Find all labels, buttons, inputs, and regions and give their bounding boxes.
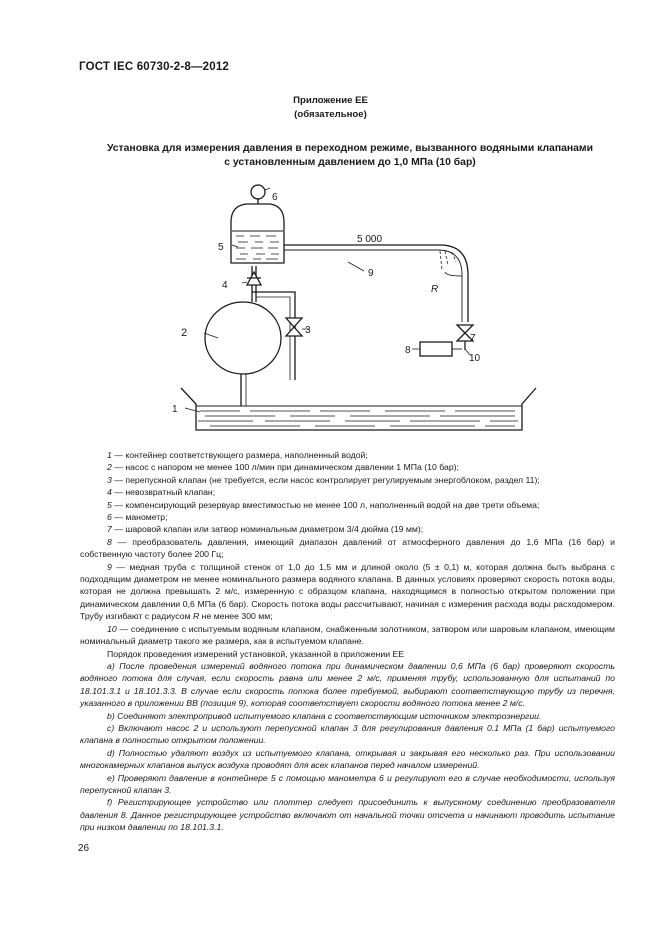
label-6: 6 <box>272 192 278 203</box>
check-valve <box>247 272 261 285</box>
procedure-step-b: b) Соединяют электропривод испытуемого клапана с соответствующим источником электроэнергии. <box>107 710 542 721</box>
legend-item: 8 — преобразователь давления, имеющий диапазон давлений от атмосферного давления до 1,6 МПа (16 бар) и собственную частоту более 200 Гц; <box>80 536 615 560</box>
procedure-step-a: а) После проведения измерений водяного потока при динамическом давлении 0,6 МПа (6 бар) проверяют скорость водяного потока для случая, если скорость равна или менее 2 м/с, применяя трубу, использованную для испытаний по 18.101.3.1 и 18.101.3.3. В случае если скорость потока более требуемой, выбирают соответствующую трубу из перечня, указанного в приложении ВВ (позиция 9), которая соответствует скорости водяного потока менее 2 м/с. <box>80 660 615 709</box>
figure-title <box>70 142 630 170</box>
label-3: 3 <box>305 325 311 336</box>
procedure-step-c: c) Включают насос 2 и используют перепускной клапан 3 для регулирования давления 0.1 МПа (1 бар) испытуемого клапана в полностью открытом положении. <box>80 722 615 746</box>
procedure-step-f: f) Регистрирующее устройство или плоттер следует присоединить к выпускному соединению преобразователя давления 8. Данное регистрирующее устройство включают от начальной точки отсчета и начинают проводить испытание при низком давлении по 18.101.3.1. <box>80 797 615 833</box>
label-9: 9 <box>368 268 374 279</box>
legend-item: 1 — контейнер соответствующего размера, наполненный водой; <box>107 450 368 460</box>
body-text <box>80 449 615 834</box>
pump <box>205 302 281 374</box>
legend-item: 3 — перепускной клапан (не требуется, если насос контролирует регулируемым энергоблоком, раздел 11); <box>107 474 540 485</box>
page-number: 26 <box>78 843 90 854</box>
legend-item: 2 — насос с напором не менее 100 л/мин при динамическом давлении 1 МПа (10 бар); <box>107 462 459 473</box>
test-setup-diagram <box>0 175 661 443</box>
legend-item: 6 — манометр; <box>107 512 168 523</box>
label-1: 1 <box>172 404 178 415</box>
legend-item: 9 — медная труба с толщиной стенок от 1,0 до 1,5 мм и длиной около (5 ± 0,1) м, которая должна быть выбрана с подходящим диаметром не менее номинального размера водяного клапана. В данных условиях проверяют скорость потока воды, которая не должна превышать 2 м/с, измеренную с образцом клапана, находящимся в полностью открытом положении при динамическом давлении 0,6 МПа (6 бар). Скорость потока воды рассчитывают, начиная с измерения расхода воды расходомером. Трубу изгибают с радиусом R не менее 300 мм; <box>80 561 615 622</box>
pressure-transducer <box>420 342 452 356</box>
label-5: 5 <box>218 242 224 253</box>
figure-title-line2: с установленным давлением до 1,0 МПа (10 бар) <box>224 157 476 168</box>
label-7: 7 <box>470 333 476 344</box>
label-4: 4 <box>222 280 228 291</box>
label-10: 10 <box>469 353 481 364</box>
label-radius: R <box>431 284 439 295</box>
procedure-step-d: d) Полностью удаляют воздух из испытуемого клапана, открывая и закрывая его несколько раз. При использовании многокамерных клапанов выпуск воздуха проводят для всех клапанов перед началом измерений. <box>80 747 615 771</box>
label-8: 8 <box>405 345 411 356</box>
annex-status: (обязательное) <box>294 109 367 120</box>
legend-item: 7 — шаровой клапан или затвор номинальным диаметром 3/4 дюйма (19 мм); <box>107 524 424 535</box>
annex-title: Приложение ЕЕ <box>293 95 368 106</box>
procedure-intro: Порядок проведения измерений установкой, указанной в приложении ЕЕ <box>107 648 405 659</box>
label-2: 2 <box>181 327 188 339</box>
legend-item: 10 — соединение с испытуемым водяным клапаном, снабженным золотником, затвором или шаровым клапаном, имеющим номинальный диаметр такого же размера, как в испытуемом клапане. <box>80 623 615 647</box>
legend-item: 5 — компенсирующий резервуар вместимостью не менее 100 л, наполненный водой на две трети объема; <box>107 499 540 510</box>
water-hatching <box>198 411 518 426</box>
document-code: ГОСТ IEC 60730-2-8—2012 <box>79 61 230 73</box>
bypass-valve <box>286 318 302 336</box>
manometer <box>251 185 265 199</box>
container-tank <box>181 388 536 430</box>
procedure-step-e: e) Проверяют давление в контейнере 5 с помощью манометра 6 и регулируют его в случае необходимости, используя перепускной клапан 3. <box>80 772 615 795</box>
label-length: 5 000 <box>357 234 383 245</box>
legend-item: 4 — невозвратный клапан; <box>107 487 216 498</box>
figure-title-line1: Установка для измерения давления в переходном режиме, вызванного водяными клапанами <box>106 143 594 154</box>
